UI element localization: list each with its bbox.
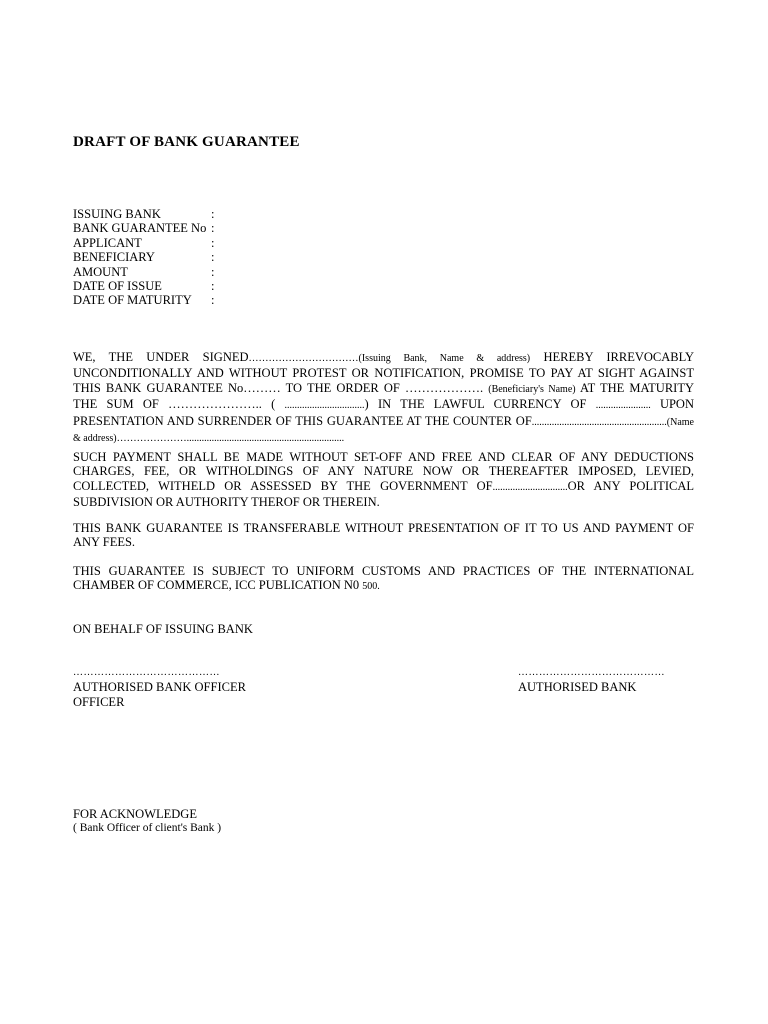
- signature-title: AUTHORISED BANK OFFICER: [73, 680, 246, 695]
- field-label: DATE OF MATURITY: [73, 293, 192, 308]
- guarantee-fields: [73, 207, 221, 308]
- placeholder-dots: ...............................................................: [186, 433, 345, 445]
- field-row-date-of-maturity: [73, 293, 221, 307]
- placeholder-dots: ……………………………: [248, 353, 359, 364]
- field-row-guarantee-no: [73, 221, 221, 235]
- placeholder-dots: ......................: [595, 400, 651, 412]
- field-row-amount: [73, 265, 221, 279]
- undertaking-paragraph: [73, 350, 694, 446]
- field-colon: :: [211, 279, 215, 294]
- field-colon: :: [211, 250, 215, 265]
- document-title: DRAFT OF BANK GUARANTEE: [73, 134, 300, 150]
- text: ) IN THE LAWFUL CURRENCY OF: [364, 397, 596, 412]
- placeholder-hint: (Issuing Bank, Name & address): [358, 353, 531, 364]
- field-colon: :: [211, 207, 215, 221]
- placeholder-dots: ......................................................: [531, 416, 667, 428]
- field-colon: :: [211, 264, 215, 279]
- field-colon: :: [211, 221, 215, 236]
- signature-line: ……………………………………: [73, 667, 220, 678]
- icc-paragraph: [73, 564, 694, 595]
- acknowledge-block: [73, 807, 221, 836]
- placeholder-hint: (Beneficiary's Name): [488, 383, 576, 395]
- placeholder-dots: ..............................: [492, 481, 568, 493]
- placeholder-hint: (Name & address): [73, 416, 694, 445]
- field-label: APPLICANT: [73, 235, 142, 250]
- text: THIS GUARANTEE IS SUBJECT TO UNIFORM CUSTOMS AND PRACTICES OF THE INTERNATIONAL CHAMBER OF COMMERCE, ICC PUBLICATION N0: [73, 564, 694, 593]
- field-label: AMOUNT: [73, 264, 128, 279]
- publication-number: 500.: [362, 581, 380, 593]
- placeholder-dots: …………………: [116, 433, 187, 445]
- field-label: BANK GUARANTEE No: [73, 221, 207, 236]
- field-row-applicant: [73, 236, 221, 250]
- field-row-issuing-bank: [73, 207, 221, 221]
- text: UPON PRESENTATION AND SURRENDER OF THIS GUARANTEE AT THE COUNTER OF: [73, 397, 694, 428]
- field-row-date-of-issue: [73, 279, 221, 293]
- text: WE, THE UNDER SIGNED: [73, 350, 249, 364]
- payment-paragraph: [73, 450, 694, 510]
- text: SUCH PAYMENT SHALL BE MADE WITHOUT SET-OFF AND FREE AND CLEAR OF ANY DEDUCTIONS CHARGES, FEE, OR WITHOLDINGS OF ANY NATURE NOW OR THEREAFTER IMPOSED, LEVIED, COLLECTED, WITHELD OR ASSESSED BY THE GOVERNMENT OF: [73, 450, 694, 493]
- acknowledge-subtitle: ( Bank Officer of client's Bank ): [73, 822, 222, 835]
- signature-title-continued: OFFICER: [73, 694, 125, 709]
- placeholder-dots: ................................: [284, 400, 365, 412]
- signature-block-right: [518, 666, 698, 695]
- field-row-beneficiary: [73, 250, 221, 264]
- text: HEREBY IRREVOCABLY UNCONDITIONALLY AND WITHOUT PROTEST OR NOTIFICATION, PROMISE TO PAY AT SIGHT AGAINST THIS BANK GUARANTEE No……… TO THE ORDER OF ……………….: [73, 350, 694, 395]
- signature-title: AUTHORISED BANK: [518, 680, 637, 695]
- field-label: ISSUING BANK: [73, 207, 161, 221]
- field-label: DATE OF ISSUE: [73, 279, 162, 294]
- signature-block-left: [73, 666, 273, 709]
- field-colon: :: [211, 293, 215, 308]
- field-colon: :: [211, 235, 215, 250]
- signature-line: ……………………………………: [518, 667, 665, 678]
- text: OR ANY POLITICAL SUBDIVISION OR AUTHORITY THEROF OR THEREIN.: [73, 478, 694, 510]
- transferable-paragraph: THIS BANK GUARANTEE IS TRANSFERABLE WITHOUT PRESENTATION OF IT TO US AND PAYMENT OF ANY FEES.: [73, 521, 694, 550]
- acknowledge-heading: FOR ACKNOWLEDGE: [73, 807, 197, 821]
- text: AT THE MATURITY THE SUM OF ………………….. (: [73, 380, 694, 412]
- on-behalf-line: ON BEHALF OF ISSUING BANK: [73, 622, 253, 636]
- field-label: BENEFICIARY: [73, 250, 155, 265]
